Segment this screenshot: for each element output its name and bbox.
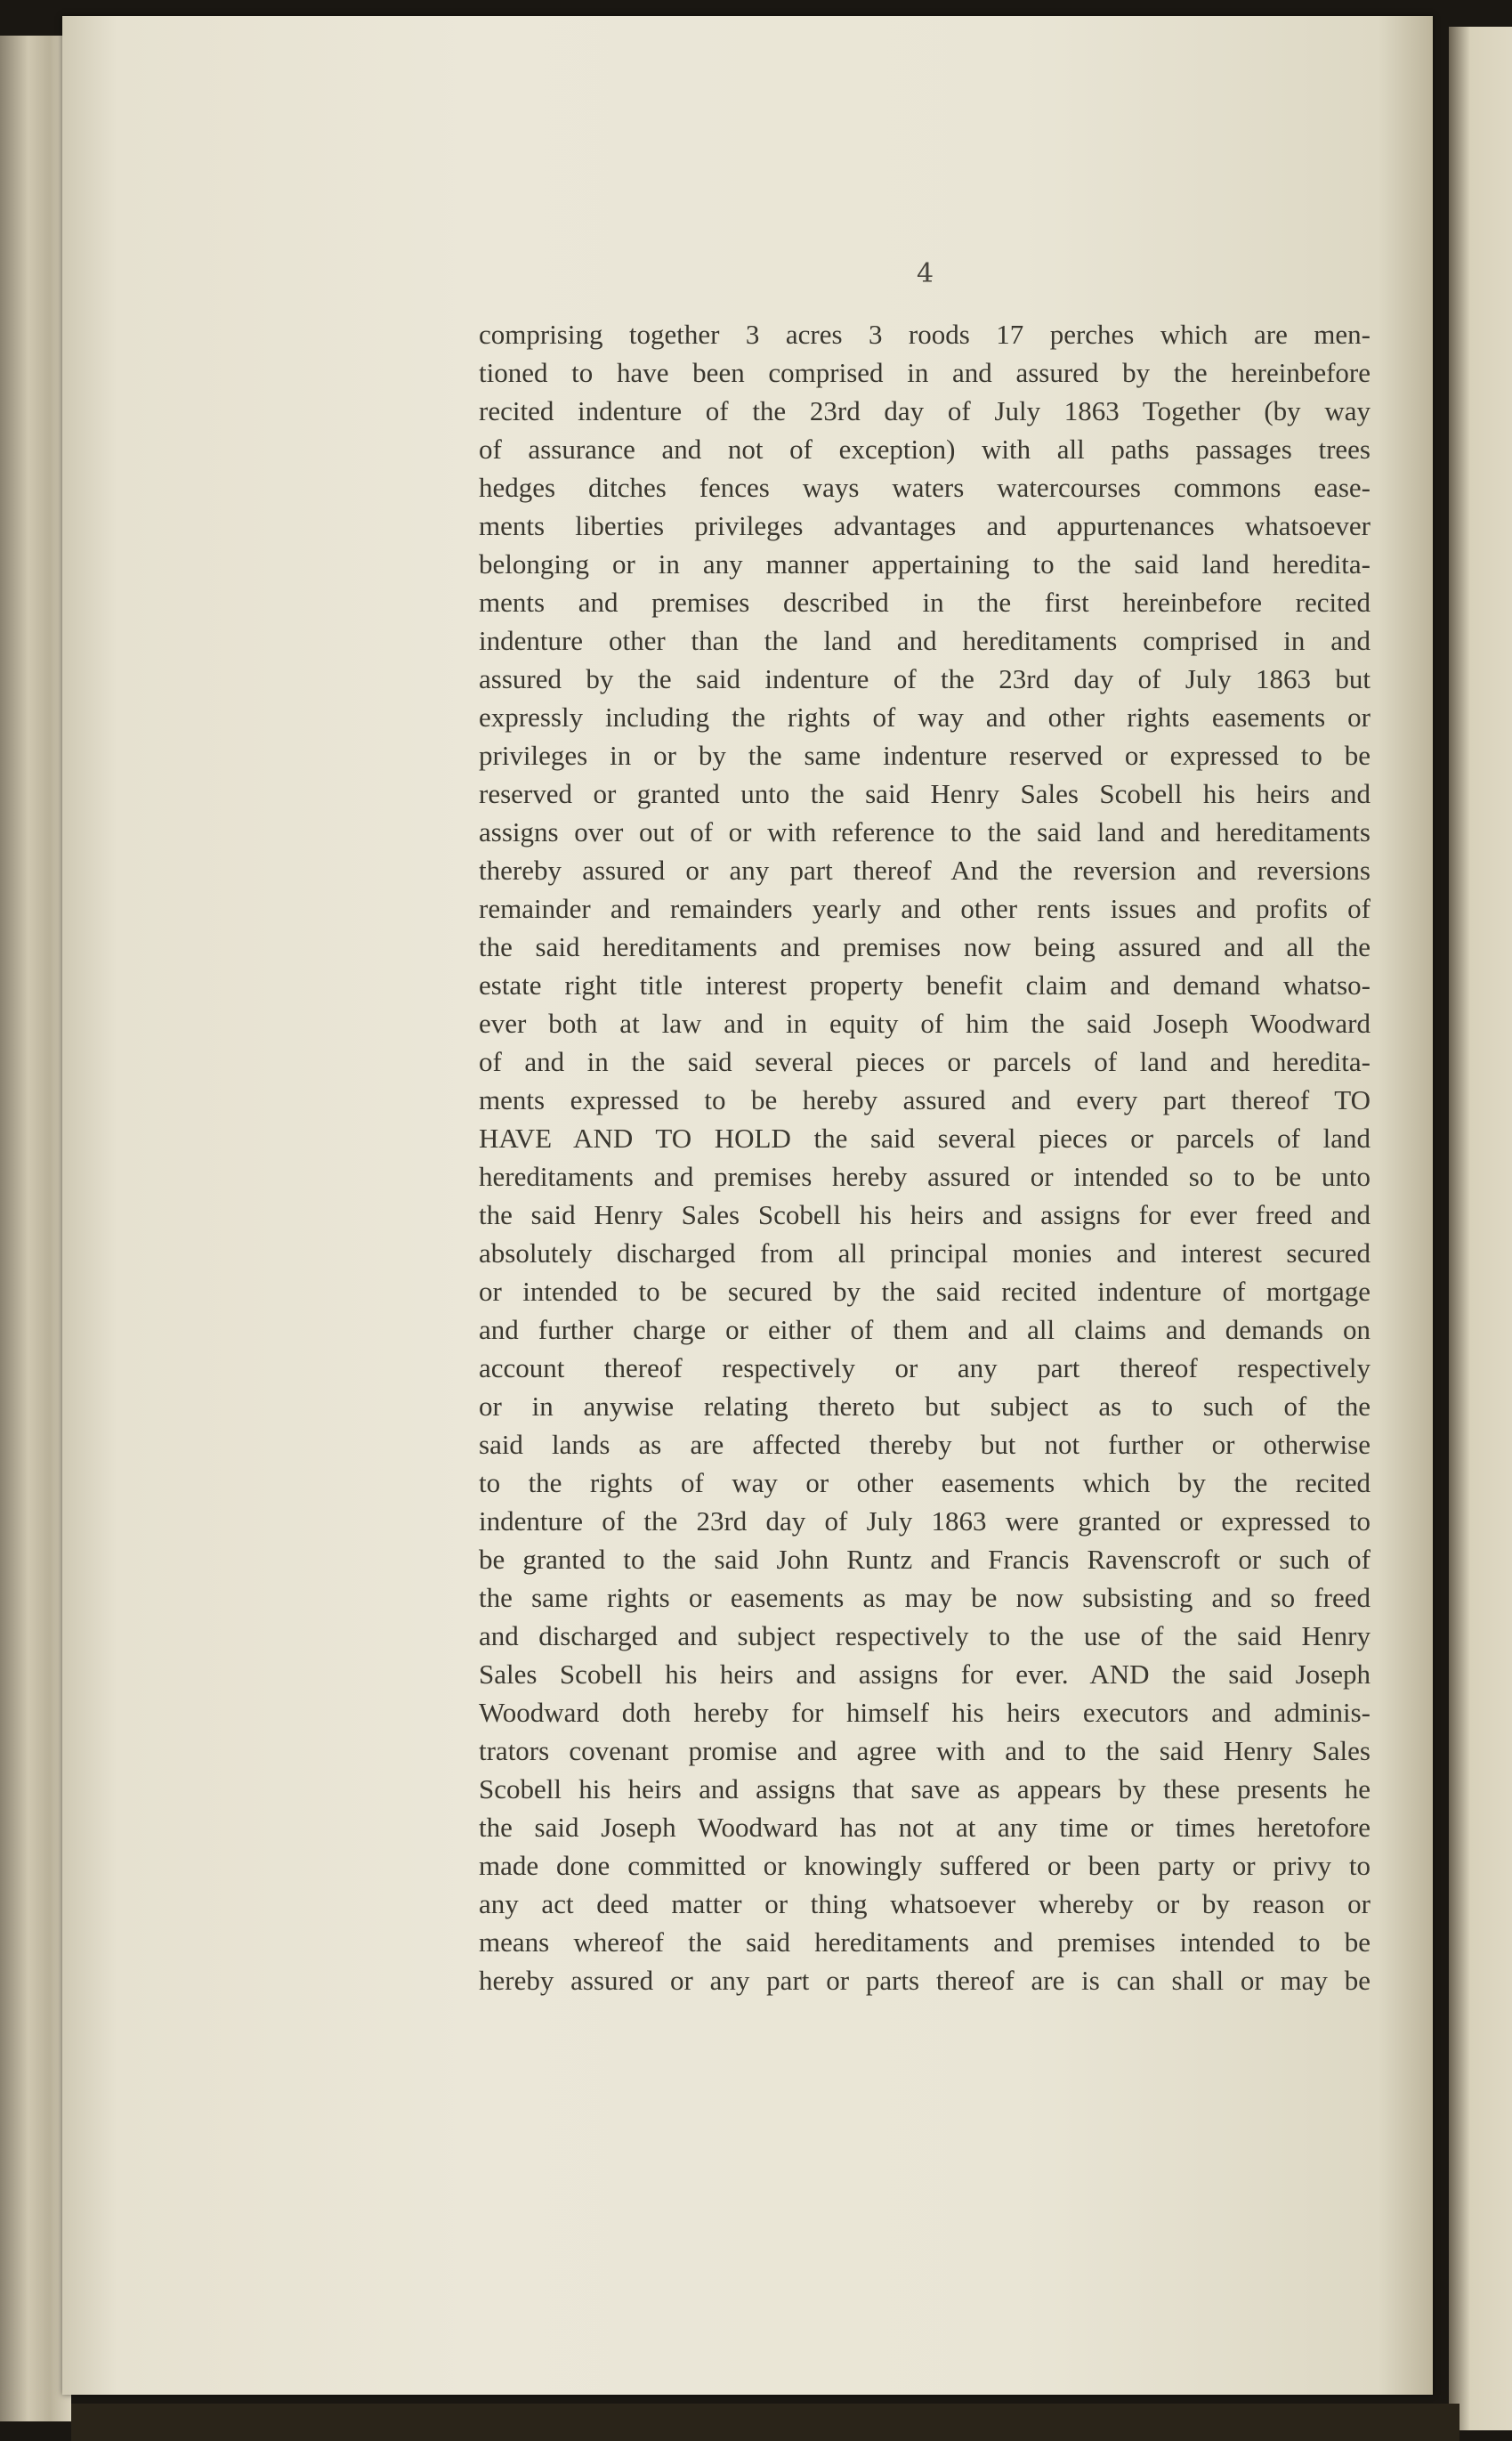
text-line: account thereof respectively or any part thereof respectively	[479, 1352, 1371, 1383]
text-line: indenture of the 23rd day of July 1863 were granted or expressed to	[479, 1505, 1371, 1537]
text-line: Scobell his heirs and assigns that save as appears by these presents he	[479, 1773, 1371, 1804]
text-line: reserved or granted unto the said Henry Sales Scobell his heirs and	[479, 778, 1371, 809]
text-line: ments expressed to be hereby assured and every part thereof TO	[479, 1084, 1371, 1115]
text-line: the said Joseph Woodward has not at any time or times heretofore	[479, 1812, 1371, 1843]
text-line: expressly including the rights of way and other rights easements or	[479, 701, 1371, 733]
book-left-edge	[0, 36, 71, 2421]
text-line: or intended to be secured by the said recited indenture of mortgage	[479, 1276, 1371, 1307]
text-line: comprising together 3 acres 3 roods 17 perches which are men-	[479, 319, 1371, 350]
book-bottom-edge	[71, 2404, 1459, 2441]
text-line: privileges in or by the same indenture reserved or expressed to be	[479, 740, 1371, 771]
text-line: trators covenant promise and agree with and to the said Henry Sales	[479, 1735, 1371, 1766]
text-line: HAVE AND TO HOLD the said several pieces or parcels of land	[479, 1123, 1371, 1154]
text-line: assured by the said indenture of the 23rd day of July 1863 but	[479, 663, 1371, 694]
text-line: and further charge or either of them and all claims and demands on	[479, 1314, 1371, 1345]
text-line: ments liberties privileges advantages and appurtenances whatsoever	[479, 510, 1371, 541]
text-line: the said Henry Sales Scobell his heirs and assigns for ever freed and	[479, 1199, 1371, 1230]
text-line: recited indenture of the 23rd day of July 1863 Together (by way	[479, 395, 1371, 426]
text-line: Woodward doth hereby for himself his heirs executors and adminis-	[479, 1697, 1371, 1728]
text-line: estate right title interest property benefit claim and demand whatso-	[479, 969, 1371, 1001]
page-number: 4	[917, 258, 934, 289]
text-line: the same rights or easements as may be now subsisting and so freed	[479, 1582, 1371, 1613]
text-line: and discharged and subject respectively to the use of the said Henry	[479, 1620, 1371, 1651]
text-line: hedges ditches fences ways waters watercourses commons ease-	[479, 472, 1371, 503]
text-line: hereby assured or any part or parts thereof are is can shall or may be	[479, 1965, 1371, 1996]
text-line: belonging or in any manner appertaining to the said land heredita-	[479, 548, 1371, 580]
adjacent-page-edge	[1449, 27, 1512, 2430]
text-line: means whereof the said hereditaments and premises intended to be	[479, 1926, 1371, 1958]
text-line: ments and premises described in the first hereinbefore recited	[479, 587, 1371, 618]
document-body-text	[479, 315, 1371, 1999]
text-line: of assurance and not of exception) with all paths passages trees	[479, 434, 1371, 465]
text-line: to the rights of way or other easements which by the recited	[479, 1467, 1371, 1498]
text-line: remainder and remainders yearly and other rents issues and profits of	[479, 893, 1371, 924]
text-line: or in anywise relating thereto but subject as to such of the	[479, 1391, 1371, 1422]
text-line: hereditaments and premises hereby assured or intended so to be unto	[479, 1161, 1371, 1192]
text-line: indenture other than the land and hereditaments comprised in and	[479, 625, 1371, 656]
text-line: any act deed matter or thing whatsoever whereby or by reason or	[479, 1888, 1371, 1919]
text-line: assigns over out of or with reference to the said land and hereditaments	[479, 816, 1371, 847]
text-line: be granted to the said John Runtz and Francis Ravenscroft or such of	[479, 1544, 1371, 1575]
text-line: Sales Scobell his heirs and assigns for ever. AND the said Joseph	[479, 1658, 1371, 1690]
text-line: the said hereditaments and premises now being assured and all the	[479, 931, 1371, 962]
text-line: said lands as are affected thereby but not further or otherwise	[479, 1429, 1371, 1460]
text-line: ever both at law and in equity of him the said Joseph Woodward	[479, 1008, 1371, 1039]
text-line: made done committed or knowingly suffered or been party or privy to	[479, 1850, 1371, 1881]
text-line: thereby assured or any part thereof And the reversion and reversions	[479, 855, 1371, 886]
text-line: tioned to have been comprised in and assured by the hereinbefore	[479, 357, 1371, 388]
text-line: of and in the said several pieces or parcels of land and heredita-	[479, 1046, 1371, 1077]
text-line: absolutely discharged from all principal monies and interest secured	[479, 1237, 1371, 1269]
